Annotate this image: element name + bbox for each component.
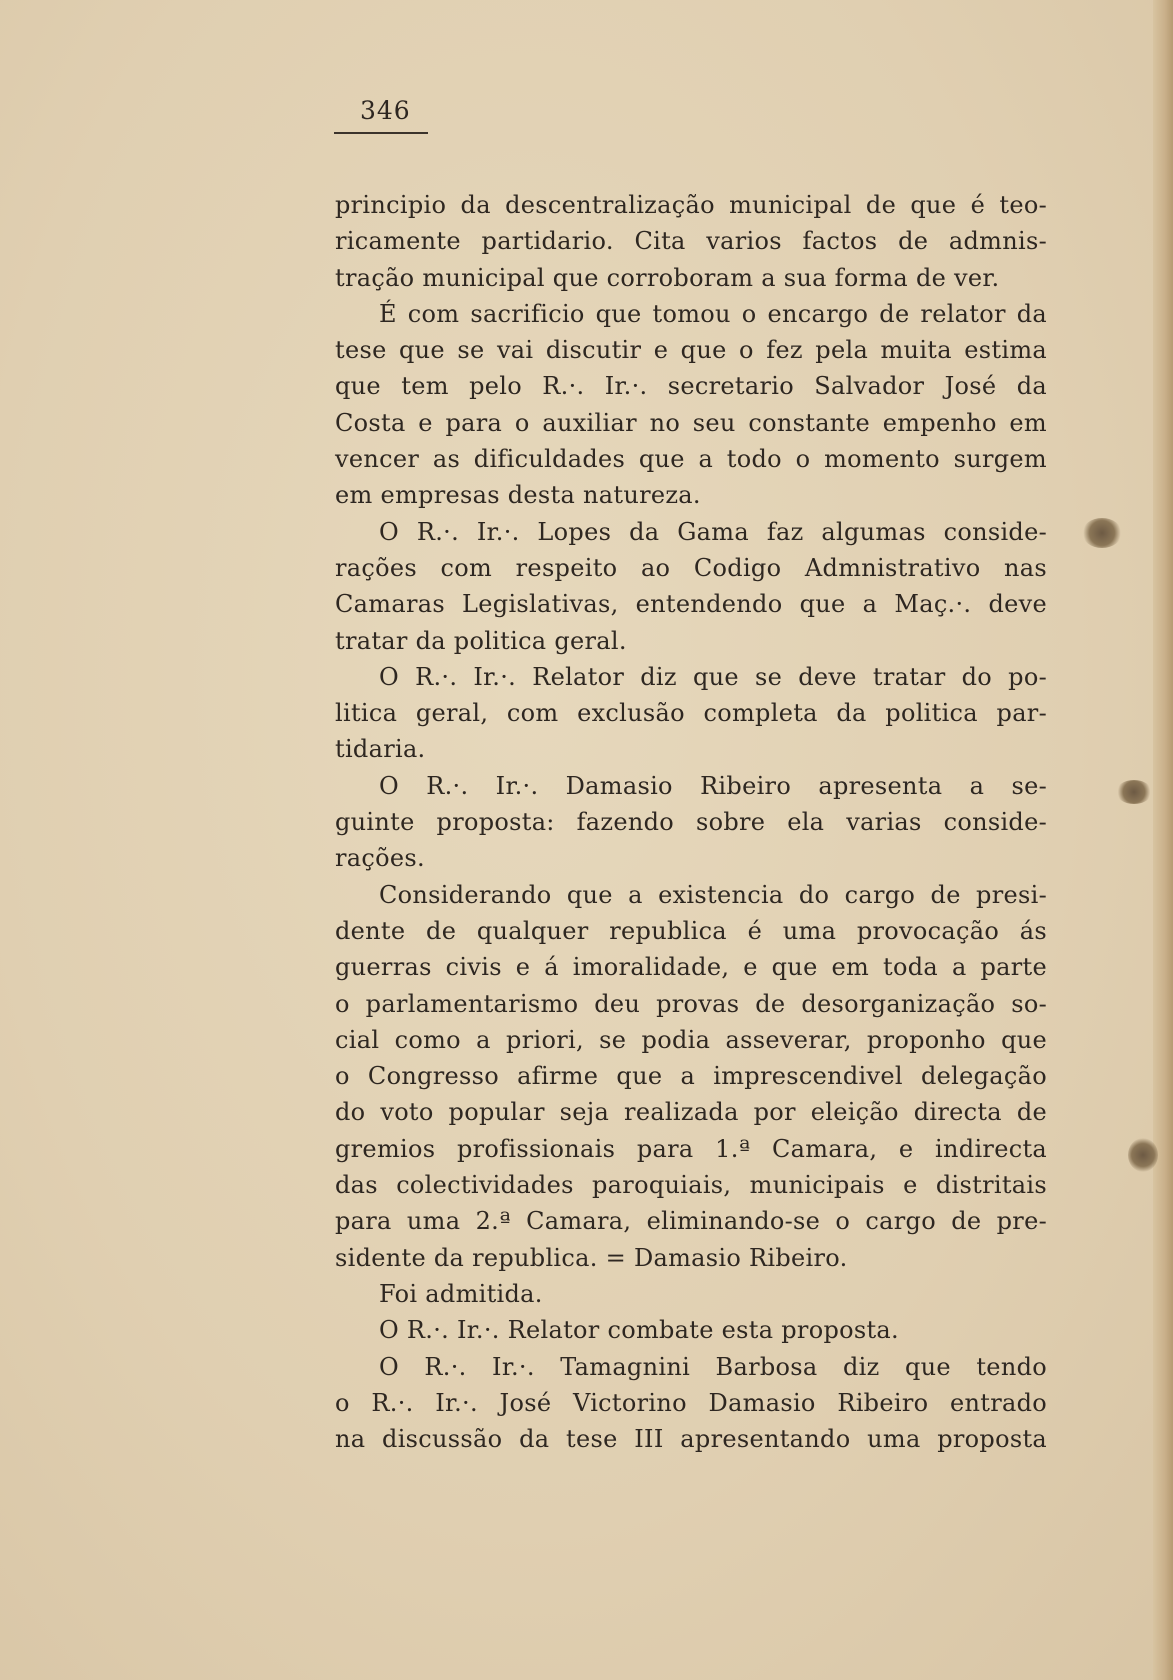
text-line: em empresas desta natureza. [335,481,701,510]
text-line: vencer as dificuldades que a todo o momento surgem [335,445,1047,474]
text-line: Foi admitida. [379,1279,543,1308]
text-line: Considerando que a existencia do cargo de presi- [379,880,1047,909]
text-line: Camaras Legislativas, entendendo que a Maç.·. deve [335,590,1047,619]
text-line: o Congresso afirme que a imprescendivel delegação [335,1062,1047,1091]
text-line: tese que se vai discutir e que o fez pela muita estima [335,336,1047,365]
page-edge [1153,0,1173,1680]
edge-stain [1082,518,1122,548]
edge-stain [1128,1138,1158,1172]
text-line: para uma 2.ª Camara, eliminando-se o cargo de pre- [335,1207,1047,1236]
text-line: tratar da politica geral. [335,626,627,655]
text-line: o parlamentarismo deu provas de desorganização so- [335,989,1047,1018]
text-line: Costa e para o auxiliar no seu constante empenho em [335,408,1047,437]
text-line: O R.·. Ir.·. Tamagnini Barbosa diz que tendo [379,1352,1047,1381]
text-line: na discussão da tese III apresentando uma proposta [335,1425,1047,1454]
text-line: gremios profissionais para 1.ª Camara, e indirecta [335,1134,1047,1163]
text-line: É com sacrificio que tomou o encargo de relator da [379,299,1047,328]
text-line: O R.·. Ir.·. Relator diz que se deve tratar do po- [379,662,1047,691]
body-text [335,187,1047,1457]
edge-stain [1116,780,1152,804]
text-line: O R.·. Ir.·. Relator combate esta proposta. [379,1316,899,1345]
text-line: tidaria. [335,735,426,764]
text-line: sidente da republica. = Damasio Ribeiro. [335,1243,848,1272]
text-line: principio da descentralização municipal de que é teo- [335,191,1047,219]
text-line: O R.·. Ir.·. Lopes da Gama faz algumas conside- [379,517,1047,546]
text-line: das colectividades paroquiais, municipais e distritais [335,1171,1047,1200]
page-number-rule [334,132,428,134]
text-line: litica geral, com exclusão completa da politica par- [335,699,1047,728]
text-line: dente de qualquer republica é uma provocação ás [335,916,1047,945]
text-line: o R.·. Ir.·. José Victorino Damasio Ribeiro entrado [335,1388,1047,1417]
text-line: rações com respeito ao Codigo Admnistrativo nas [335,553,1047,582]
text-line: rações. [335,844,425,873]
text-line: guinte proposta: fazendo sobre ela varias conside- [335,808,1047,837]
text-line: O R.·. Ir.·. Damasio Ribeiro apresenta a se- [379,771,1047,800]
text-line: ricamente partidario. Cita varios factos de admnis- [335,227,1047,256]
text-line: cial como a priori, se podia asseverar, proponho que [335,1025,1047,1054]
text-line: do voto popular seja realizada por eleição directa de [335,1098,1047,1127]
page-number: 346 [360,96,411,125]
text-line: tração municipal que corroboram a sua forma de ver. [335,263,1000,292]
text-line: guerras civis e á imoralidade, e que em toda a parte [335,953,1047,982]
text-line: que tem pelo R.·. Ir.·. secretario Salvador José da [335,372,1047,401]
